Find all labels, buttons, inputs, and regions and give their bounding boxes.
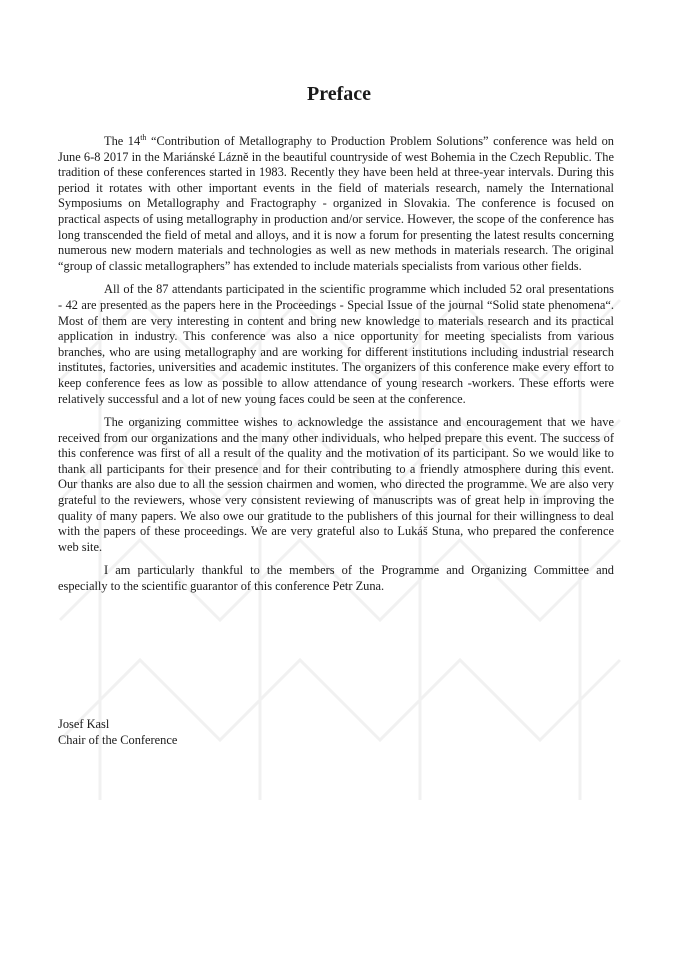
paragraph-3: The organizing committee wishes to acknowledge the assistance and encouragement that we have received from our organizations and the many other individuals, who helped prepare this event. The success of this conference was first of all a result of the quality and the motivation of its participant. So we would like to thank all participants for their presence and for their contributing to a friendly atmosphere during this event. Our thanks are also due to all the session chairmen and women, who directed the programme. We are also very grateful to the reviewers, whose very consistent reviewing of manuscripts was of great help in improving the quality of many papers. We also owe our gratitude to the publishers of this journal for their willingness to deal with the papers of these proceedings. We are very grateful also to Lukáš Stuna, who prepared the conference web site. xyxy=(58,415,614,554)
page-title: Preface xyxy=(306,83,372,105)
preface-body xyxy=(58,134,614,603)
signature-block xyxy=(58,716,177,748)
paragraph-2: All of the 87 attendants participated in the scientific programme which included 52 oral presentations - 42 are presented as the papers here in the Proceedings - Special Issue of the journal “Solid state phenomena“. Most of them are very interesting in content and bring new knowledge to materials research and its practical application in industry. This conference was also a nice opportunity for meeting specialists from various branches, who are using metallography and are working for different institutions including industrial research institutes, factories, universities and academic institutes. The organizers of this conference make every effort to keep conference fees as low as possible to allow attendance of young research -workers. These efforts were relatively successful and a lot of new young faces could be seen at the conference. xyxy=(58,282,614,406)
signature-name: Josef Kasl xyxy=(58,717,110,731)
paragraph-1: The 14th “Contribution of Metallography to Production Problem Solutions” conference was held on June 6-8 2017 in the Mariánské Lázně in the beautiful countryside of west Bohemia in the Czech Republic. The tradition of these conferences started in 1983. Recently they have been held at three-year intervals. During this period it rotates with other important events in the field of materials research, namely the International Symposiums on Metallography and Fractography - organized in Slovakia. The conference is focused on practical aspects of using metallography in production and/or service. However, the scope of the conference has long transcended the field of metal and alloys, and it is now a forum for presenting the latest results concerning numerous new modern materials and technologies as well as new methods in materials research. The original “group of classic metallographers” has extended to include materials specialists from various other fields. xyxy=(58,132,614,273)
signature-role: Chair of the Conference xyxy=(58,733,178,747)
paragraph-4: I am particularly thankful to the members of the Programme and Organizing Committee and especially to the scientific guarantor of this conference Petr Zuna. xyxy=(58,563,614,594)
